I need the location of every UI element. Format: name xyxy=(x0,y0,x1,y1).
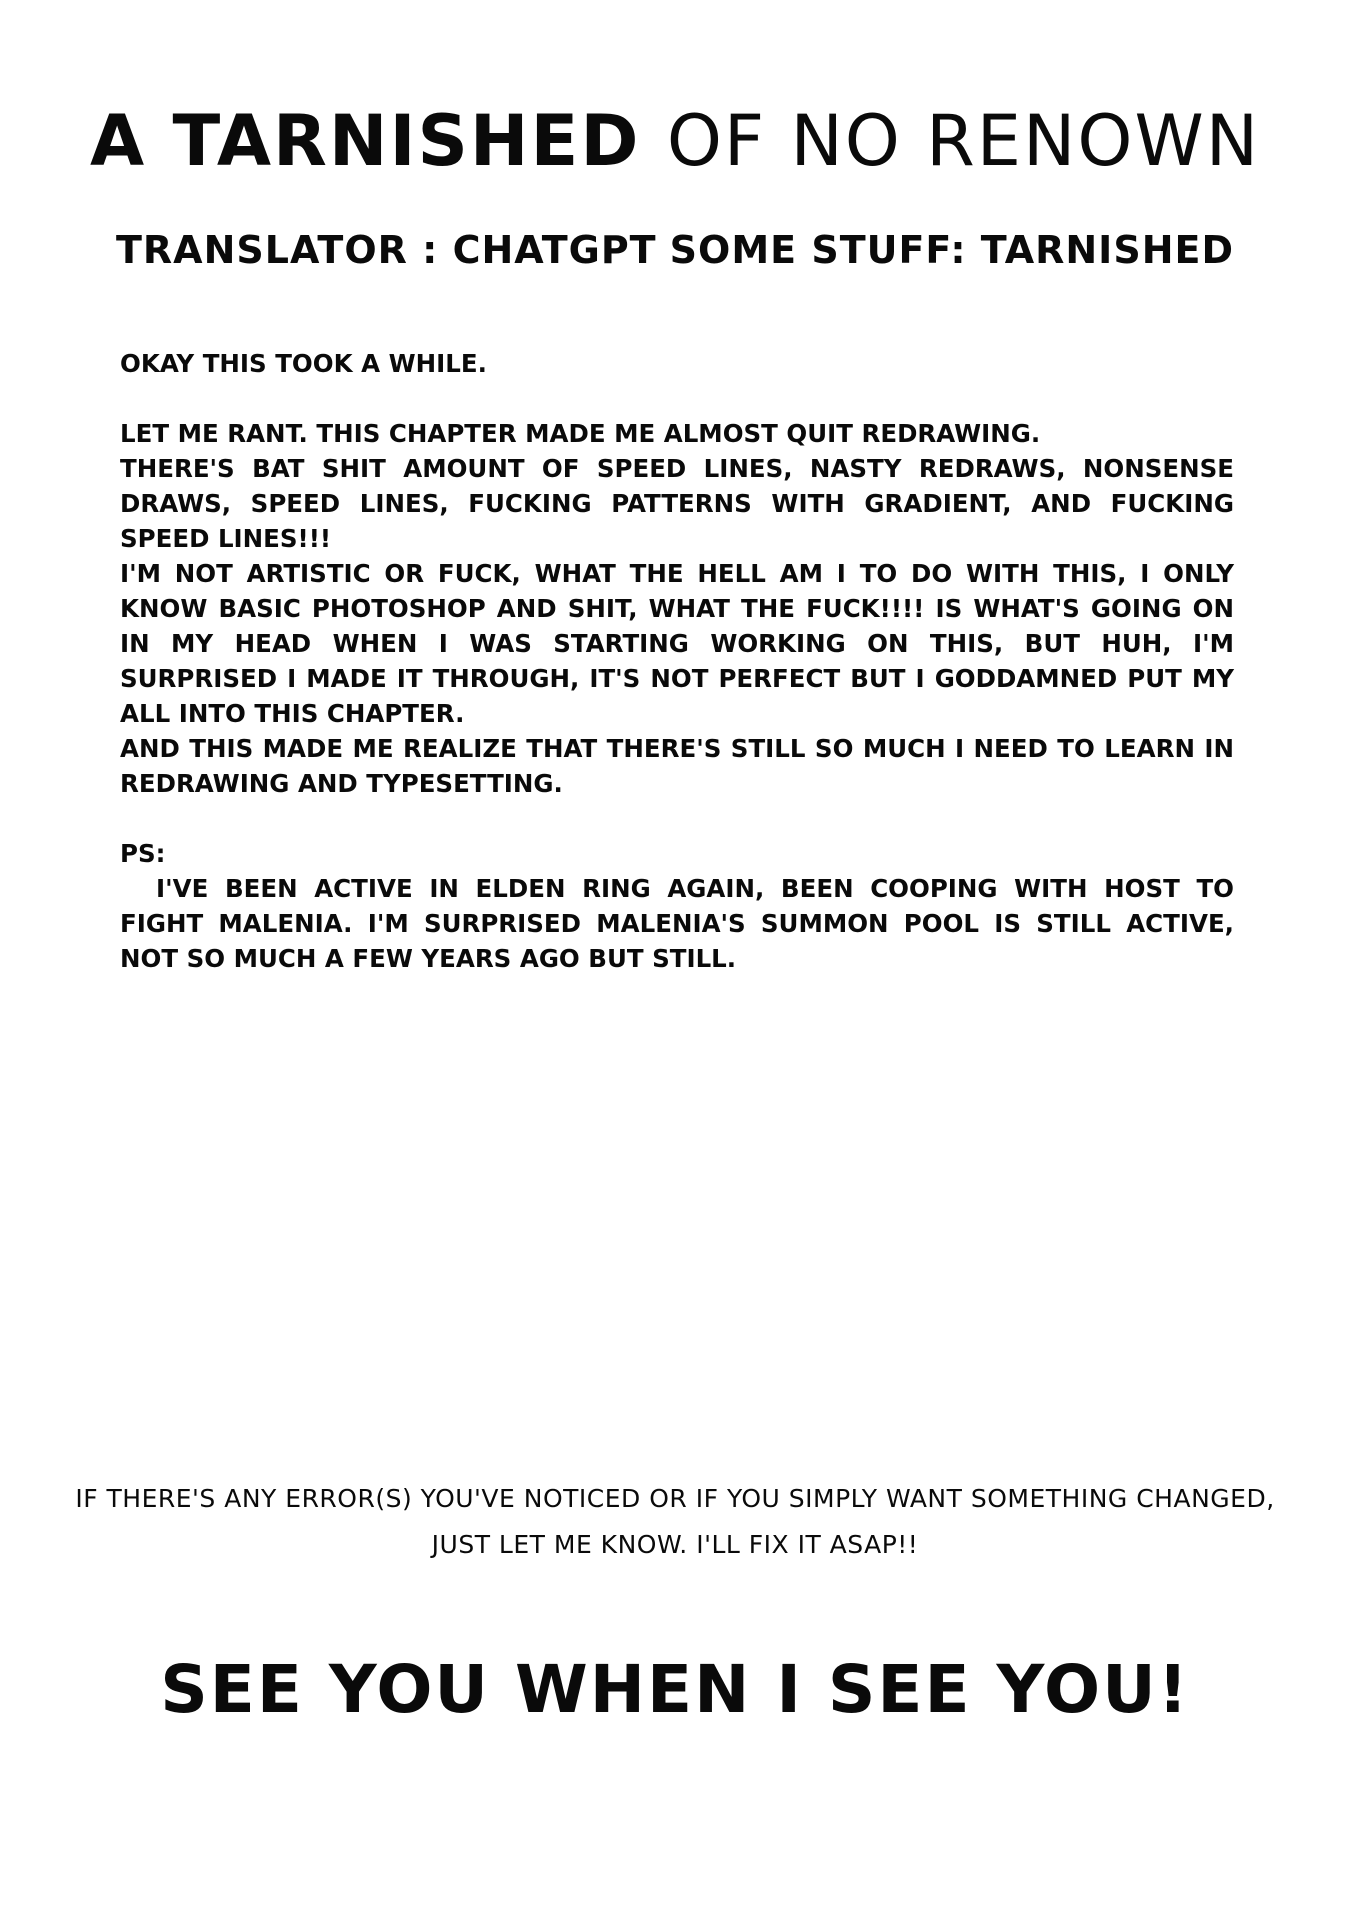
rant-line: LET ME RANT. THIS CHAPTER MADE ME ALMOST QUIT REDRAWING. xyxy=(120,419,1041,448)
page-title xyxy=(0,96,1350,186)
some-stuff-credit: SOME STUFF: TARNISHED xyxy=(669,228,1234,272)
author-notes xyxy=(120,346,1234,976)
note-line-2: JUST LET ME KNOW. I'LL FIX IT ASAP!! xyxy=(431,1530,919,1559)
paragraph-spacer xyxy=(120,801,1234,836)
error-report-note xyxy=(40,1476,1310,1568)
rant-line: AND THIS MADE ME REALIZE THAT THERE'S STILL SO MUCH I NEED TO LEARN IN REDRAWING AND TYPESETTING. xyxy=(120,734,1234,798)
rant-line: I'M NOT ARTISTIC OR FUCK, WHAT THE HELL AM I TO DO WITH THIS, I ONLY KNOW BASIC PHOTOSHOP AND SHIT, WHAT THE FUCK!!!! IS WHAT'S GOING ON IN MY HEAD WHEN I WAS STARTING WORKING ON THIS, BUT HUH, I'M SURPRISED I MADE IT THROUGH, IT'S NOT PERFECT BUT I GODDAMNED PUT MY ALL INTO THIS CHAPTER. xyxy=(120,559,1234,728)
translator-credit: TRANSLATOR : CHATGPT xyxy=(116,228,657,272)
title-part-tarnished: TARNISHED xyxy=(172,100,641,182)
credits-line xyxy=(116,220,1234,280)
paragraph-spacer xyxy=(120,381,1234,416)
title-part-renown: OF NO RENOWN xyxy=(666,100,1261,182)
farewell-message: SEE YOU WHEN I SEE YOU! xyxy=(160,1651,1190,1728)
note-line-1: IF THERE'S ANY ERROR(S) YOU'VE NOTICED OR IF YOU SIMPLY WANT SOMETHING CHANGED, xyxy=(75,1484,1275,1513)
rant-line: THERE'S BAT SHIT AMOUNT OF SPEED LINES, NASTY REDRAWS, NONSENSE DRAWS, SPEED LINES, FUCKING PATTERNS WITH GRADIENT, AND FUCKING SPEED LINES!!! xyxy=(120,454,1234,553)
ps-label: PS: xyxy=(120,839,166,868)
title-part-a: A xyxy=(89,100,147,182)
ps-text: I'VE BEEN ACTIVE IN ELDEN RING AGAIN, BEEN COOPING WITH HOST TO FIGHT MALENIA. I'M SURPRISED MALENIA'S SUMMON POOL IS STILL ACTIVE, NOT SO MUCH A FEW YEARS AGO BUT STILL. xyxy=(120,874,1234,973)
intro-line: OKAY THIS TOOK A WHILE. xyxy=(120,349,487,378)
